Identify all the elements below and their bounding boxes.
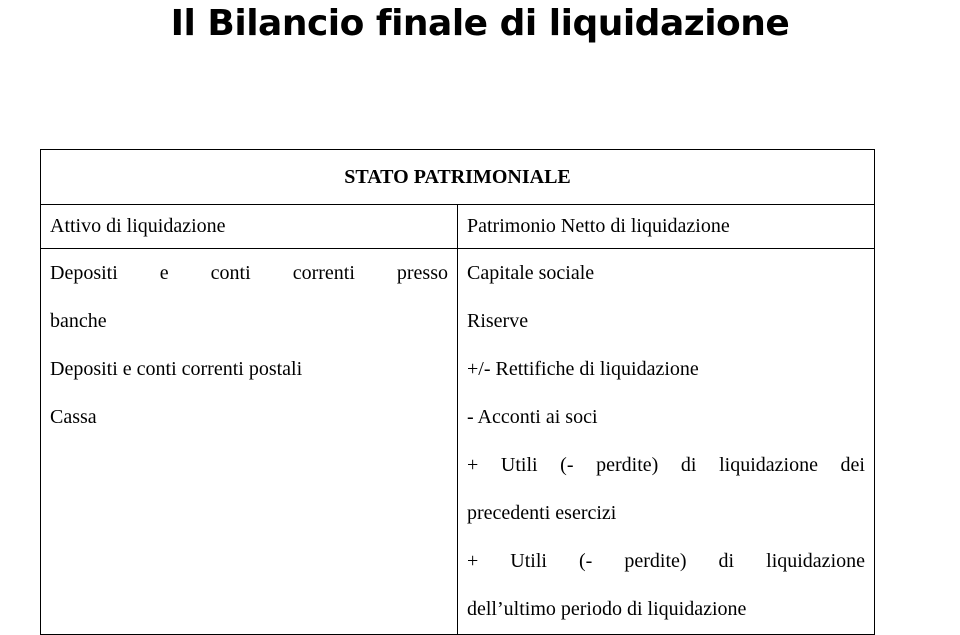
table-header: STATO PATRIMONIALE bbox=[41, 150, 875, 205]
patrimonio-line: Capitale sociale bbox=[467, 262, 595, 284]
column-header-row bbox=[41, 205, 875, 249]
table-body-row bbox=[41, 249, 875, 635]
patrimonio-line: precedenti esercizi bbox=[467, 502, 617, 524]
attivo-line: Depositi e conti correnti presso bbox=[50, 262, 448, 284]
patrimonio-line: +/- Rettifiche di liquidazione bbox=[467, 358, 699, 380]
table-header-row bbox=[41, 150, 875, 205]
patrimonio-line: + Utili (- perdite) di liquidazione bbox=[467, 550, 865, 572]
attivo-line: Depositi e conti correnti postali bbox=[50, 358, 303, 380]
patrimonio-netto-cell bbox=[458, 249, 875, 635]
patrimonio-line: dell’ultimo periodo di liquidazione bbox=[467, 598, 747, 620]
attivo-line: Cassa bbox=[50, 406, 97, 428]
stato-patrimoniale-table bbox=[40, 149, 875, 635]
column-header-patrimonio-netto: Patrimonio Netto di liquidazione bbox=[458, 205, 875, 249]
attivo-cell bbox=[41, 249, 458, 635]
patrimonio-line: + Utili (- perdite) di liquidazione dei bbox=[467, 454, 865, 476]
patrimonio-line: - Acconti ai soci bbox=[467, 406, 598, 428]
patrimonio-line: Riserve bbox=[467, 310, 529, 332]
slide-title: Il Bilancio finale di liquidazione bbox=[170, 3, 790, 44]
attivo-line: banche bbox=[50, 310, 107, 332]
column-header-attivo: Attivo di liquidazione bbox=[41, 205, 458, 249]
